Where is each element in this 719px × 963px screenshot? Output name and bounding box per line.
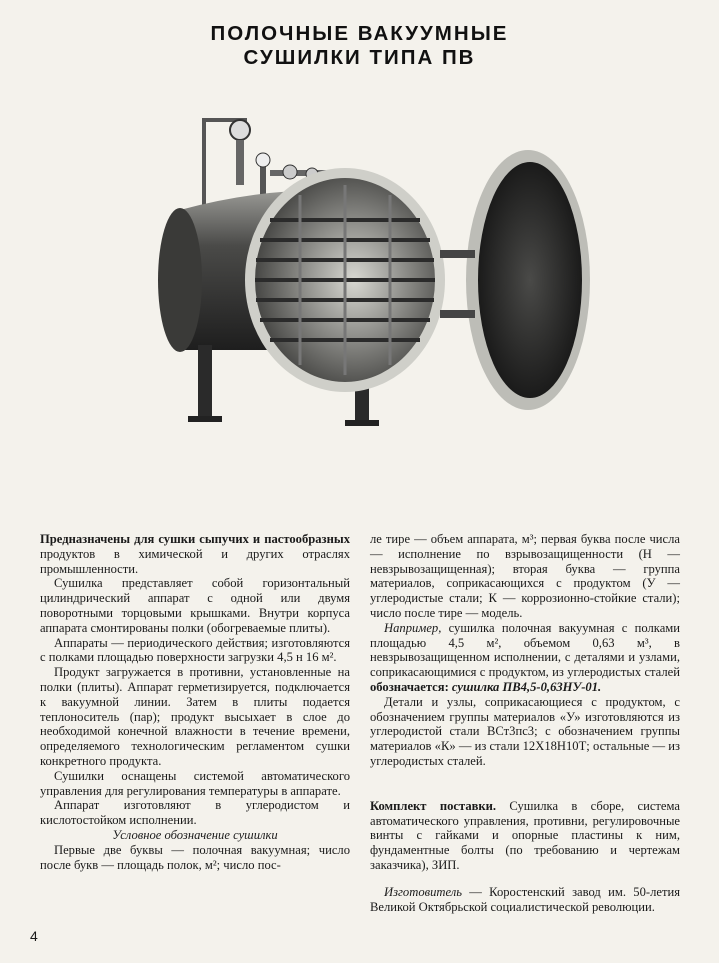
- example-paragraph: [370, 621, 680, 695]
- designation-paragraph: Первые две буквы — полочная вакуумная; число после букв — площадь полок, м²; число пос-: [40, 842, 350, 872]
- parts-paragraph: Детали и узлы, соприкасающиеся с продуктом, с обозначением группы материалов «У» изготовляются из углеродистой стали ВСт3пс3; с обозначением группы материалов «К» — из стали 12Х18Н10Т; остальные — из углеродистых сталей.: [370, 694, 680, 768]
- manufacturer-label: Изготовитель: [384, 884, 462, 899]
- delivery-body: Сушилка в сборе, система автоматического управления, противни, регулировочные винты с гайками и опорные пластины к ним, фундаментные болты (по требованию и чертежам заказчика), ЗИП.: [370, 798, 680, 872]
- process-paragraph: Продукт загружается в противни, установленные на полки (плиты). Аппарат герметизируется, подключается к вакуумной линии. Затем в плиты подается теплоноситель (пар); продукт высыхает в слое до необходимой конечной влажности в течение времени, определяемого технологическим регламентом сушки конкретного продукта.: [40, 665, 350, 768]
- right-column: [370, 532, 680, 914]
- left-column: [40, 532, 350, 872]
- example-label: Например,: [384, 620, 442, 635]
- manufacturer-body: — Коростенский завод им. 50-летия Великой Октябрьской социалистической революции.: [370, 884, 680, 914]
- intro-paragraph: [40, 532, 350, 576]
- dryer-photo: [140, 100, 610, 445]
- example-bold: обозначается:: [370, 679, 449, 694]
- intro-rest: продуктов в химической и других отраслях промышленности.: [40, 546, 350, 576]
- title-line-1: ПОЛОЧНЫЕ ВАКУУМНЫЕ: [210, 22, 509, 45]
- designation-subheading: Условное обозначение сушилки: [112, 827, 278, 842]
- operation-paragraph: Аппараты — периодического действия; изготовляются с полками площадью поверхности загрузки 4,5 н 16 м².: [40, 635, 350, 665]
- materials-paragraph: Аппарат изготовляют в углеродистом и кислотостойком исполнении.: [40, 798, 350, 828]
- description-paragraph: Сушилка представляет собой горизонтальный цилиндрический аппарат с одной или двумя поворотными торцовыми крышками. Внутри корпуса аппарата смонтированы полки (обогреваемые плиты).: [40, 576, 350, 635]
- delivery-label: Комплект поставки.: [370, 798, 497, 813]
- example-body: сушилка полочная вакуумная с полками площадью 4,5 м², объемом 0,63 м³, в невзрывозащищенном исполнении, с деталями и узлами, соприкасающимися с продуктом, из углеродистых сталей: [370, 620, 680, 680]
- automation-paragraph: Сушилки оснащены системой автоматического управления для регулирования температуры в аппарате.: [40, 768, 350, 798]
- manufacturer-paragraph: [370, 885, 680, 915]
- page-title: [0, 22, 719, 70]
- delivery-paragraph: [370, 799, 680, 873]
- intro-lead: Предназначены для сушки сыпучих и пастообразных: [40, 532, 350, 546]
- page-number: 4: [30, 928, 38, 944]
- example-designation: сушилка ПВ4,5-0,63НУ-01.: [451, 679, 602, 694]
- title-line-2: СУШИЛКИ ТИПА ПВ: [243, 46, 476, 69]
- designation-continued: ле тире — объем аппарата, м³; первая буква после числа — исполнение по взрывозащищенности (Н — невзрывозащищенная); вторая буква — группа материалов, соприкасающихся с продуктом (У — углеродистые стали; К — коррозионно-стойкие стали); число после тире — модель.: [370, 532, 680, 620]
